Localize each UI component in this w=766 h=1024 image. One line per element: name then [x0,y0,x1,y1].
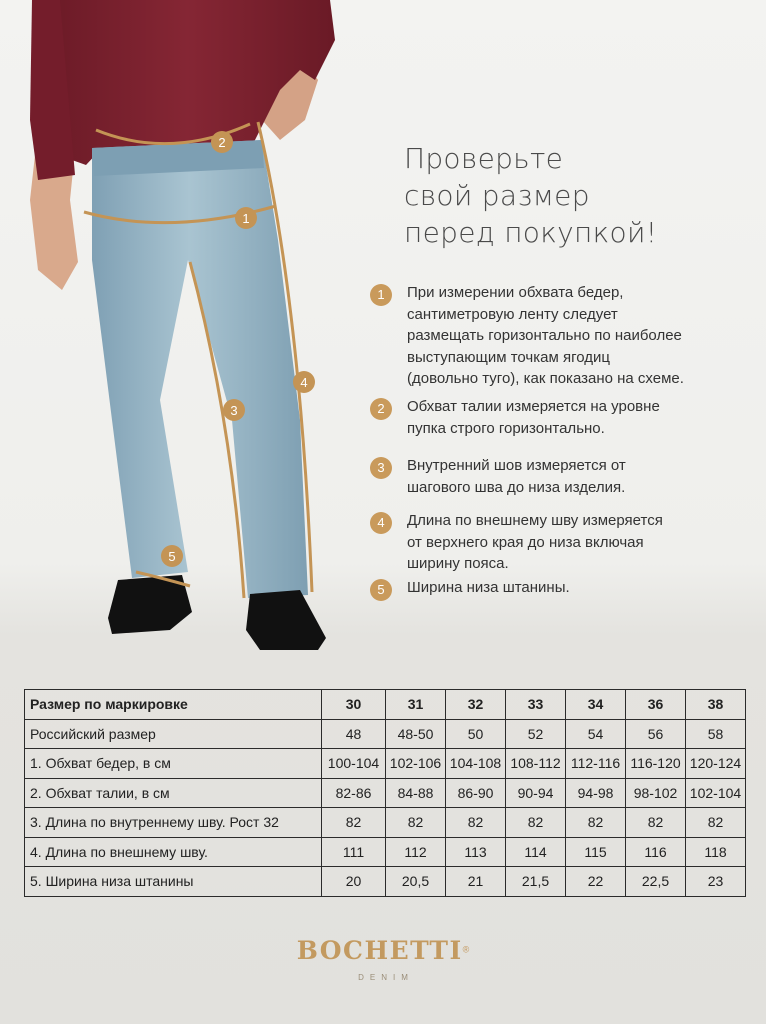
table-header-label: Размер по маркировке [25,690,322,720]
table-row [25,719,746,749]
size-header: 33 [506,690,566,720]
note-hem [370,577,737,601]
table-cell: 94-98 [566,778,626,808]
table-cell: 82 [386,808,446,838]
note-3-text: Внутренний шов измеряется от шагового шва до низа изделия. [407,457,626,496]
table-cell: 112-116 [566,749,626,779]
size-header: 34 [566,690,626,720]
table-cell: 82 [566,808,626,838]
brand-name: BOCHETTI [296,936,463,965]
row-label: 2. Обхват талии, в см [25,778,322,808]
table-cell: 54 [566,719,626,749]
table-cell: 116-120 [626,749,686,779]
size-header: 32 [446,690,506,720]
size-header: 38 [686,690,746,720]
table-cell: 104-108 [446,749,506,779]
row-label: 5. Ширина низа штанины [25,867,322,897]
note-2-badge: 2 [370,398,392,420]
table-cell: 111 [322,837,386,867]
row-label: Российский размер [25,719,322,749]
diagram-marker-1: 1 [242,211,250,226]
table-cell: 84-88 [386,778,446,808]
table-cell: 56 [626,719,686,749]
note-4-badge: 4 [370,512,392,534]
size-header: 36 [626,690,686,720]
table-cell: 113 [446,837,506,867]
table-cell: 20 [322,867,386,897]
row-label: 3. Длина по внутреннему шву. Рост 32 [25,808,322,838]
note-5-badge: 5 [370,579,392,601]
table-cell: 112 [386,837,446,867]
table-cell: 98-102 [626,778,686,808]
table-cell: 114 [506,837,566,867]
registered-mark: ® [462,944,470,955]
size-table [24,689,746,897]
table-cell: 100-104 [322,749,386,779]
row-label: 1. Обхват бедер, в см [25,749,322,779]
table-cell: 48-50 [386,719,446,749]
table-cell: 86-90 [446,778,506,808]
note-4-text: Длина по внешнему шву измеряется от верхнего края до низа включая ширину пояса. [407,512,663,572]
note-waist [370,396,737,439]
diagram-marker-2: 2 [218,135,226,150]
title-line-3: перед покупкой! [404,216,658,249]
diagram-marker-4: 4 [300,375,308,390]
note-outseam [370,510,737,575]
brand-name-line [0,936,766,965]
table-cell: 82 [322,808,386,838]
note-1-text: При измерении обхвата бедер, сантиметровую ленту следует размещать горизонтально по наиболее выступающим точкам ягодиц (довольно туго), как показано на схеме. [407,284,684,387]
table-cell: 82 [446,808,506,838]
right-shoe [246,590,326,650]
table-cell: 120-124 [686,749,746,779]
table-header-row [25,690,746,720]
note-5-text: Ширина низа штанины. [407,579,570,596]
title-line-1: Проверьте [404,142,564,175]
table-cell: 118 [686,837,746,867]
table-cell: 58 [686,719,746,749]
brand-subtitle: DENIM [358,973,414,982]
table-cell: 21 [446,867,506,897]
table-cell: 22,5 [626,867,686,897]
table-cell: 82 [506,808,566,838]
row-label: 4. Длина по внешнему шву. [25,837,322,867]
table-cell: 21,5 [506,867,566,897]
table-row [25,867,746,897]
table-cell: 23 [686,867,746,897]
size-header: 31 [386,690,446,720]
title-line-2: свой размер [404,179,590,212]
page-title [404,140,744,251]
table-row [25,837,746,867]
note-2-text: Обхват талии измеряется на уровне пупка строго горизонтально. [407,398,660,437]
table-cell: 82-86 [322,778,386,808]
table-cell: 102-106 [386,749,446,779]
table-cell: 48 [322,719,386,749]
table-row [25,808,746,838]
note-hips [370,282,737,390]
table-cell: 52 [506,719,566,749]
table-cell: 20,5 [386,867,446,897]
note-1-badge: 1 [370,284,392,306]
table-cell: 22 [566,867,626,897]
table-cell: 108-112 [506,749,566,779]
table-row [25,778,746,808]
table-cell: 50 [446,719,506,749]
model-illustration [0,0,360,680]
note-3-badge: 3 [370,457,392,479]
table-cell: 90-94 [506,778,566,808]
diagram-marker-5: 5 [168,549,176,564]
table-cell: 82 [626,808,686,838]
table-cell: 116 [626,837,686,867]
table-cell: 82 [686,808,746,838]
table-row [25,749,746,779]
table-cell: 102-104 [686,778,746,808]
note-inseam [370,455,737,498]
diagram-marker-3: 3 [230,403,238,418]
size-header: 30 [322,690,386,720]
table-cell: 115 [566,837,626,867]
brand-logo [0,936,766,982]
